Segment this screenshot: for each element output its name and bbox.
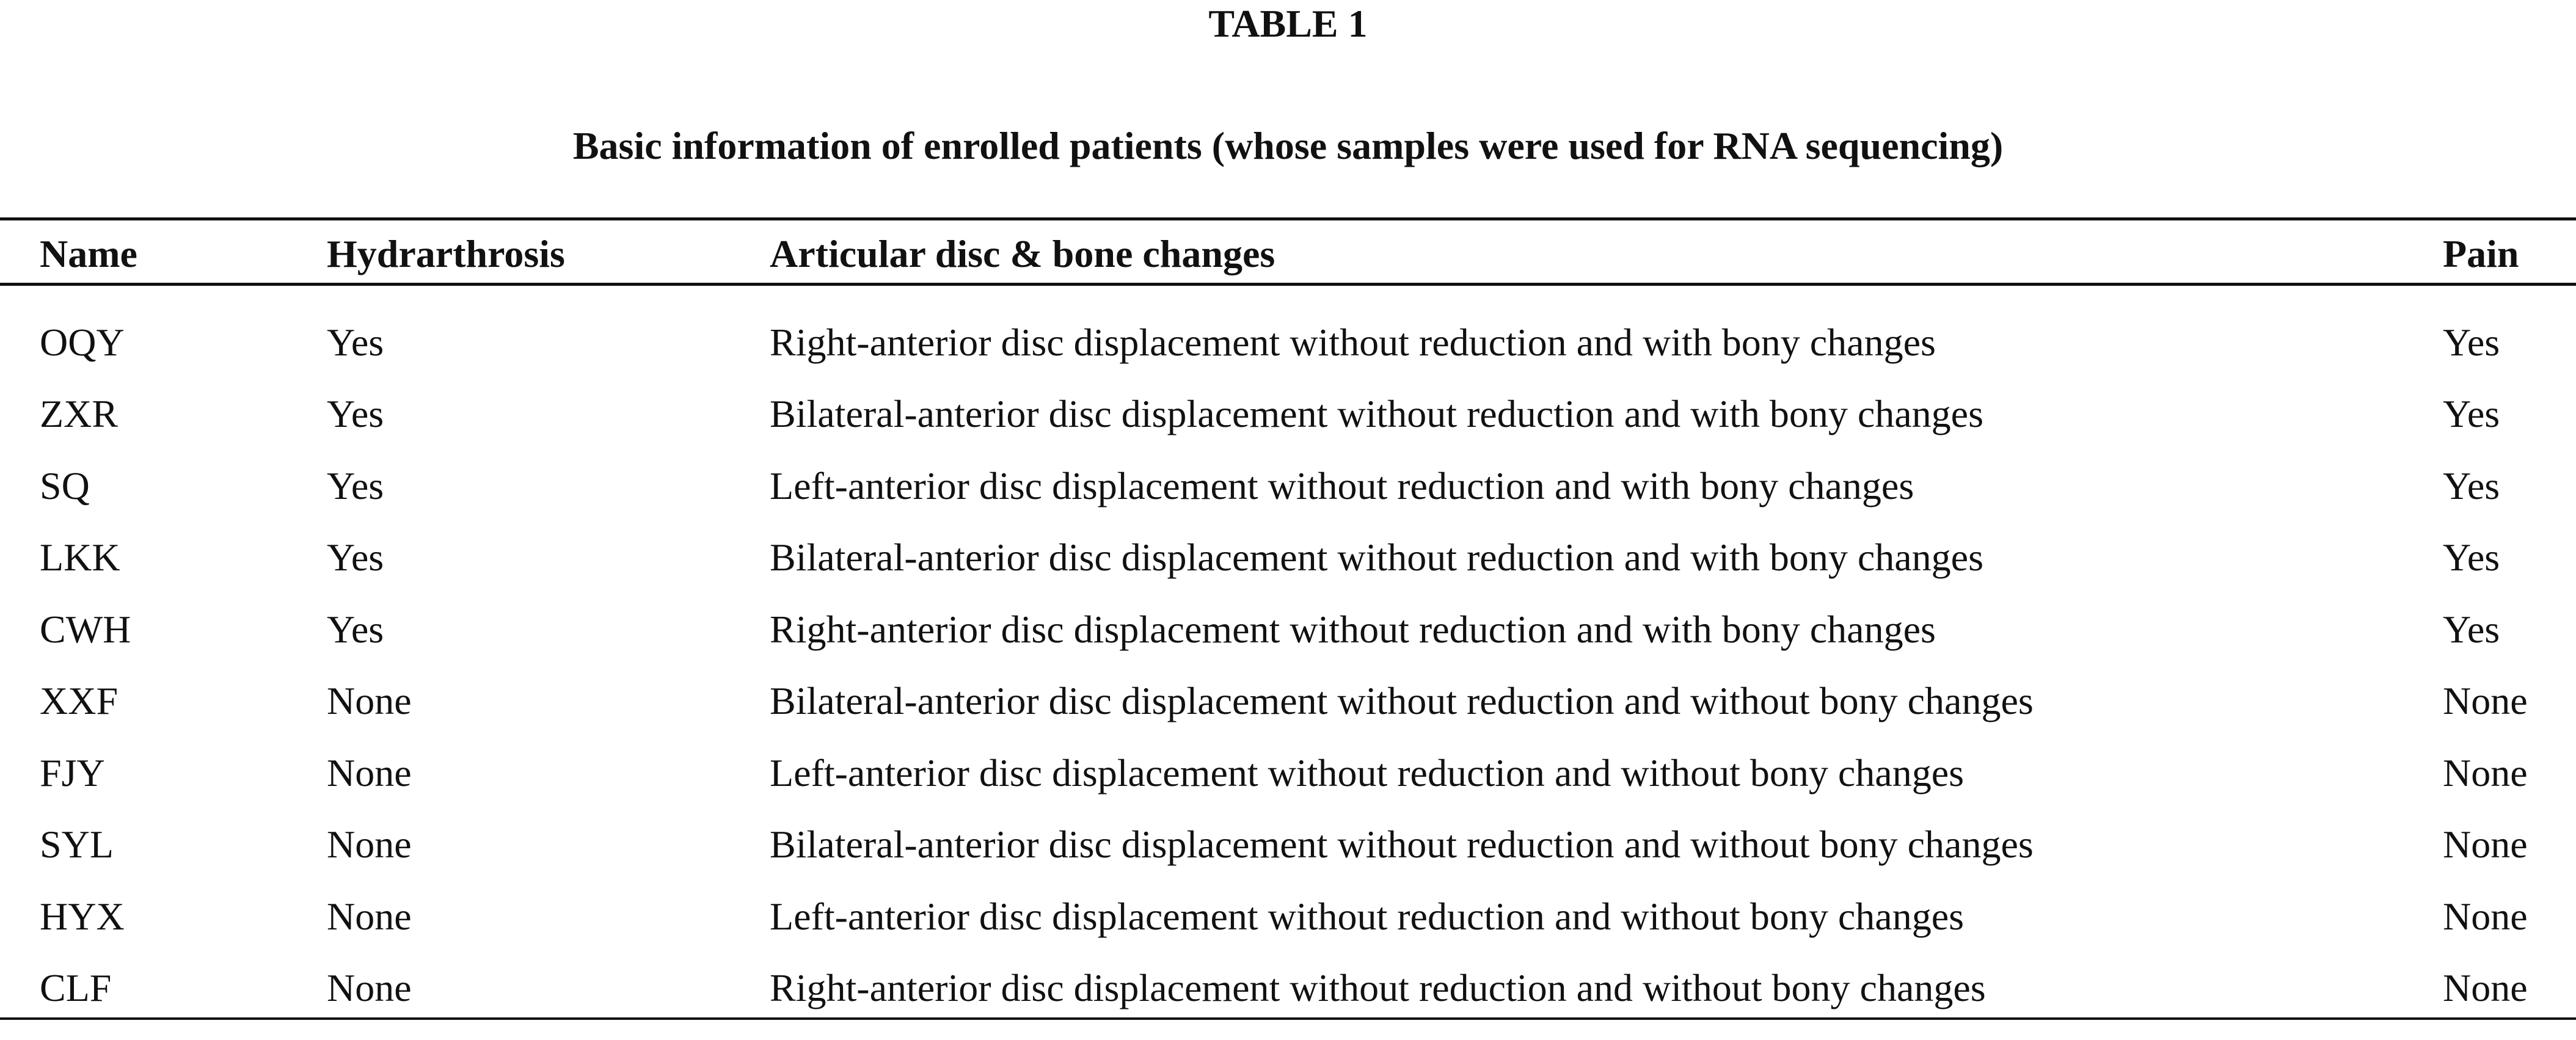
cell-hydrarthrosis: None [327, 823, 412, 866]
cell-hydrarthrosis: Yes [327, 464, 384, 507]
cell-pain: Yes [2443, 321, 2500, 364]
cell-pain: None [2443, 823, 2528, 866]
cell-name: SQ [40, 464, 90, 507]
cell-pain: None [2443, 679, 2528, 722]
cell-hydrarthrosis: Yes [327, 608, 384, 651]
table-title: Basic information of enrolled patients (whose samples were used for RNA sequencing) [572, 124, 2004, 167]
cell-pain: None [2443, 895, 2528, 938]
table-row [0, 392, 2576, 466]
cell-pain: Yes [2443, 536, 2500, 579]
cell-name: OQY [40, 321, 125, 364]
cell-name: LKK [40, 536, 120, 579]
cell-name: CLF [40, 966, 112, 1009]
column-header-name: Name [40, 232, 137, 275]
table-label: TABLE 1 [1208, 2, 1368, 45]
table-row [0, 966, 2576, 1040]
cell-pain: Yes [2443, 392, 2500, 435]
table-row [0, 610, 2576, 682]
cell-name: HYX [40, 895, 125, 938]
cell-name: XXF [40, 679, 119, 722]
table-row [0, 825, 2576, 896]
cell-disc-bone-changes: Left-anterior disc displacement without reduction and without bony changes [770, 751, 1964, 795]
cell-disc-bone-changes: Bilateral-anterior disc displacement without reduction and with bony changes [770, 392, 1983, 435]
cell-pain: Yes [2443, 608, 2500, 651]
cell-hydrarthrosis: None [327, 895, 412, 938]
table-row [0, 897, 2576, 969]
cell-pain: None [2443, 966, 2528, 1009]
table-row [0, 323, 2576, 395]
column-header-hydrarthrosis: Hydrarthrosis [327, 232, 565, 275]
cell-pain: Yes [2443, 464, 2500, 507]
cell-disc-bone-changes: Bilateral-anterior disc displacement without reduction and with bony changes [770, 536, 1983, 579]
cell-disc-bone-changes: Bilateral-anterior disc displacement without reduction and without bony changes [770, 679, 2034, 722]
cell-name: SYL [40, 823, 114, 866]
cell-name: FJY [40, 751, 105, 795]
cell-hydrarthrosis: Yes [327, 392, 384, 435]
cell-disc-bone-changes: Left-anterior disc displacement without reduction and with bony changes [770, 464, 1914, 507]
cell-hydrarthrosis: Yes [327, 321, 384, 364]
cell-hydrarthrosis: Yes [327, 536, 384, 579]
cell-hydrarthrosis: None [327, 751, 412, 795]
column-header-disc-bone-changes: Articular disc & bone changes [770, 232, 1275, 275]
cell-name: ZXR [40, 392, 118, 435]
cell-disc-bone-changes: Bilateral-anterior disc displacement without reduction and without bony changes [770, 823, 2034, 866]
cell-hydrarthrosis: None [327, 966, 412, 1009]
table-row [0, 538, 2576, 609]
table-bottom-rule [0, 1017, 2576, 1020]
table-row [0, 751, 2576, 825]
cell-hydrarthrosis: None [327, 679, 412, 722]
cell-pain: None [2443, 751, 2528, 795]
cell-name: CWH [40, 608, 131, 651]
column-header-pain: Pain [2443, 232, 2519, 275]
table-row [0, 464, 2576, 538]
cell-disc-bone-changes: Right-anterior disc displacement without reduction and with bony changes [770, 608, 1936, 651]
cell-disc-bone-changes: Right-anterior disc displacement without reduction and without bony changes [770, 966, 1986, 1009]
table-row [0, 679, 2576, 753]
cell-disc-bone-changes: Left-anterior disc displacement without reduction and without bony changes [770, 895, 1964, 938]
cell-disc-bone-changes: Right-anterior disc displacement without reduction and with bony changes [770, 321, 1936, 364]
